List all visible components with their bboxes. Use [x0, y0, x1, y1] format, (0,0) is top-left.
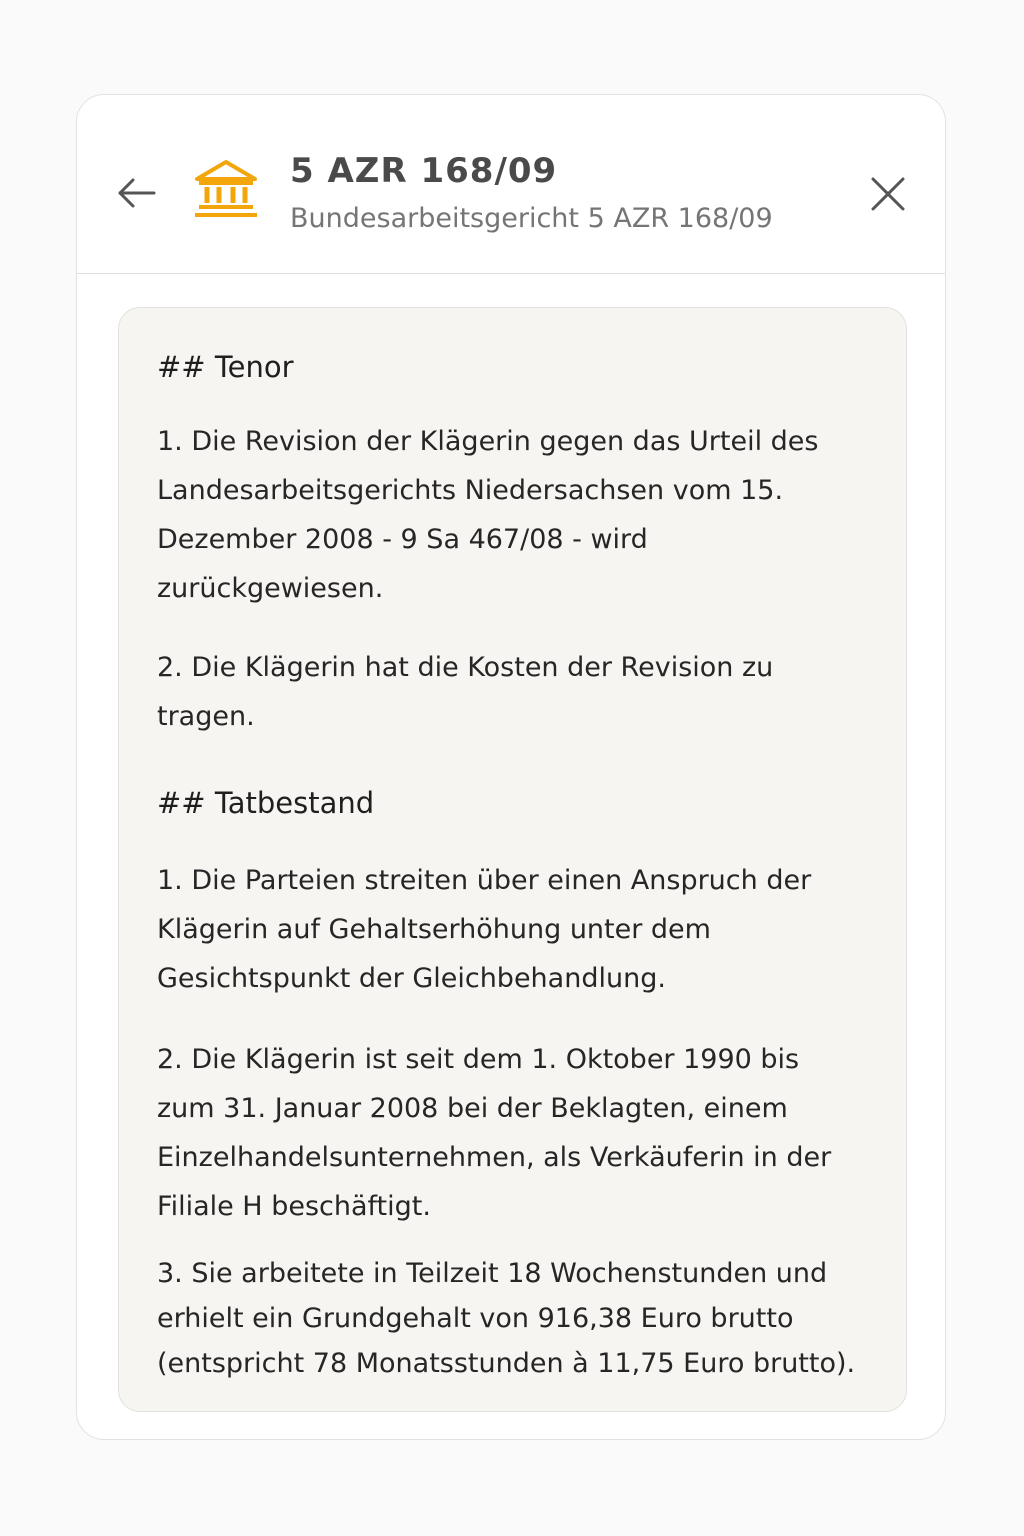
- back-button[interactable]: [115, 171, 159, 215]
- case-subtitle: Bundesarbeitsgericht 5 AZR 168/09: [290, 203, 773, 234]
- tatbestand-paragraph-2: 2. Die Klägerin ist seit dem 1. Oktober 1990 bis zum 31. Januar 2008 bei der Beklagten, einem Einzelhandelsunternehmen, als Verkäuferin in der Filiale H beschäftigt.: [157, 1044, 832, 1222]
- document-content: [118, 307, 907, 1412]
- tatbestand-paragraph-3: 3. Sie arbeitete in Teilzeit 18 Wochenstunden und erhielt ein Grundgehalt von 916,38 Euro brutto (entspricht 78 Monatsstunden à 11,75 Euro brutto).: [157, 1258, 856, 1379]
- card-header: [77, 95, 945, 274]
- tatbestand-heading: ## Tatbestand: [157, 786, 375, 820]
- tenor-paragraph-2: 2. Die Klägerin hat die Kosten der Revision zu tragen.: [157, 652, 774, 732]
- tenor-heading: ## Tenor: [157, 350, 294, 384]
- close-icon: [870, 176, 906, 212]
- tatbestand-paragraph-1: 1. Die Parteien streiten über einen Anspruch der Klägerin auf Gehaltserhöhung unter dem Gesichtspunkt der Gleichbehandlung.: [157, 865, 812, 994]
- tenor-paragraph-1: 1. Die Revision der Klägerin gegen das Urteil des Landesarbeitsgerichts Niedersachsen vom 15. Dezember 2008 - 9 Sa 467/08 - wird zurückgewiesen.: [157, 426, 819, 604]
- arrow-left-icon: [116, 176, 158, 210]
- case-title: 5 AZR 168/09: [290, 151, 558, 191]
- document-card: [76, 94, 946, 1440]
- courthouse-icon: [193, 159, 259, 219]
- close-button[interactable]: [865, 171, 911, 217]
